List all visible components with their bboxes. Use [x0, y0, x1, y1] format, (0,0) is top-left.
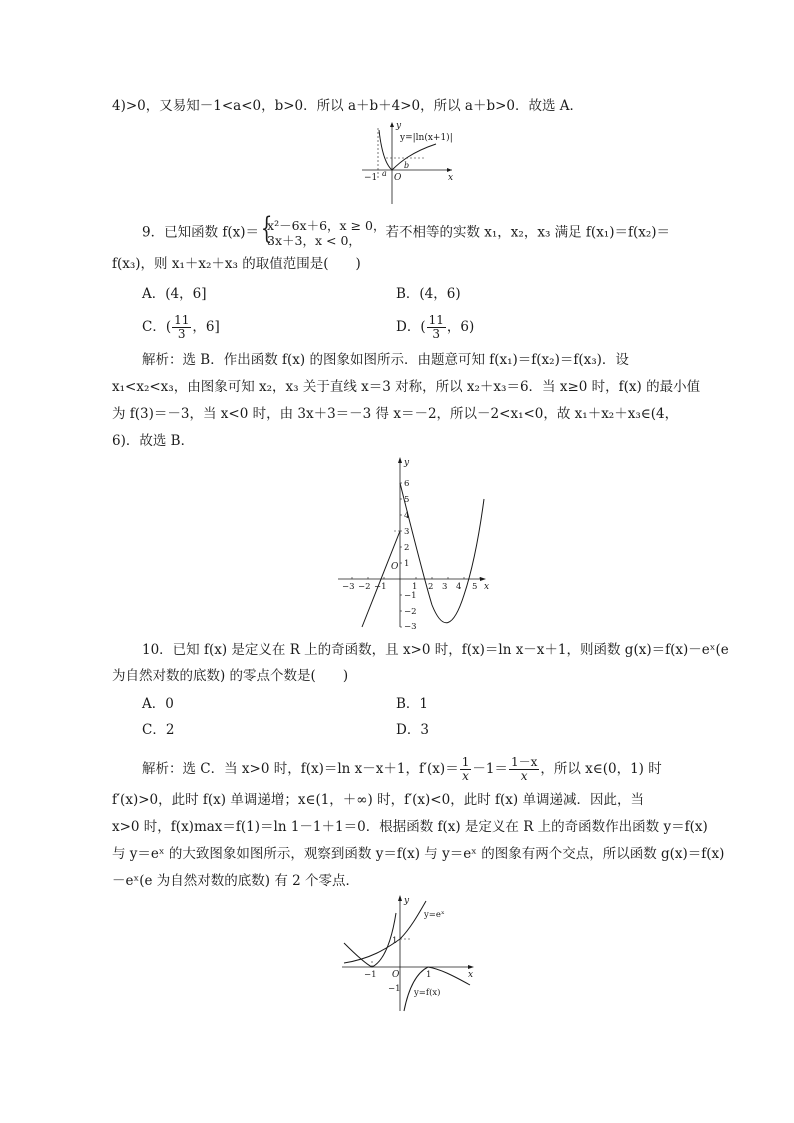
ytick-minus1: −1 — [404, 591, 417, 601]
ytick-minus2: −2 — [404, 607, 417, 617]
choice-c-post: ，6] — [192, 319, 220, 335]
piecewise-function — [259, 218, 385, 248]
ytick-5: 5 — [404, 495, 410, 505]
xtick-minus2: −2 — [358, 582, 371, 592]
y-axis-arrow — [398, 457, 402, 463]
sol1-f1-num: 1 — [461, 755, 470, 769]
problem9-choice-d — [396, 314, 474, 341]
problem10-choice-a: A．0 — [142, 696, 174, 712]
sol1-f2-num: 1－x — [510, 755, 538, 769]
problem10-choice-b: B．1 — [396, 696, 429, 712]
choice-c-pre: C．( — [142, 319, 172, 335]
ytick-minus3: −3 — [404, 622, 417, 630]
y-label: y — [396, 121, 402, 131]
x-axis-arrow — [468, 965, 474, 969]
problem9-solution-1: 解析：选 B．作出函数 f(x) 的图象如图所示．由题意可知 f(x₁)＝f(x₂)＝f(x₃)．设 — [142, 352, 629, 368]
figure-piecewise — [334, 455, 494, 634]
sol1-fraction-2 — [509, 756, 539, 783]
sol1-pre: 解析：选 C．当 x>0 时，f(x)＝ln x－x＋1，f′(x)＝ — [142, 761, 459, 777]
choice-d-pre: D．( — [396, 319, 426, 335]
y-neg-one-label: −1 — [388, 984, 401, 994]
x-label: x — [484, 582, 490, 592]
sol1-post: ，所以 x∈(0，1) 时 — [540, 761, 662, 777]
figure-exp-and-f-svg — [340, 893, 480, 1013]
problem9-choice-a: A．(4，6] — [142, 286, 207, 302]
problem10-statement-1: 10．已知 f(x) 是定义在 R 上的奇函数，且 x>0 时，f(x)＝ln x－x＋1，则函数 g(x)＝f(x)－eˣ(e — [142, 642, 729, 658]
y-label: y — [404, 896, 410, 906]
y-axis-arrow — [398, 895, 402, 901]
choice-c-fraction — [172, 314, 191, 341]
figure-piecewise-svg — [334, 455, 494, 630]
choice-d-post: ，6) — [446, 319, 475, 335]
y-one-label: 1 — [392, 936, 398, 946]
xtick-5: 5 — [472, 582, 478, 592]
problem10-solution-2: f′(x)>0，此时 f(x) 单调递增；x∈(1，＋∞) 时，f′(x)<0，此时 f(x) 单调递减．因此，当 — [112, 792, 644, 808]
a-label: a — [382, 169, 387, 178]
xtick-3: 3 — [442, 582, 448, 592]
exp-curve — [344, 901, 426, 963]
origin-label: O — [391, 562, 399, 572]
problem10-choice-d: D．3 — [396, 722, 429, 738]
problem10-choice-c: C．2 — [142, 722, 175, 738]
x-one-label: 1 — [426, 970, 432, 980]
b-label: b — [404, 161, 410, 170]
problem9-solution-3: 为 f(3)＝－3，当 x<0 时，由 3x＋3＝－3 得 x＝－2，所以－2<x₁<0，故 x₁＋x₂＋x₃∈(4， — [112, 406, 679, 422]
figure-ln-abs-svg — [360, 118, 460, 208]
piece-1: { x²－6x＋6，x ≥ 0， — [267, 218, 386, 233]
sol1-mid: －1＝ — [472, 761, 508, 777]
ytick-1: 1 — [404, 559, 410, 569]
xtick-2: 2 — [428, 582, 434, 592]
choice-c-num: 11 — [174, 313, 190, 327]
choice-c-den: 3 — [177, 327, 186, 341]
sol1-fraction-1 — [460, 756, 472, 783]
choice-d-num: 11 — [428, 313, 444, 327]
x-axis-arrow — [447, 168, 452, 172]
problem9-solution-2: x₁<x₂<x₃，由图象可知 x₂，x₃ 关于直线 x＝3 对称，所以 x₂＋x₃＝6．当 x≥0 时，f(x) 的最小值 — [112, 379, 701, 395]
problem9-solution-4: 6)．故选 B． — [112, 433, 195, 449]
problem9-suffix: 若不相等的实数 x₁，x₂，x₃ 满足 f(x₁)＝f(x₂)＝ — [385, 224, 671, 241]
y-axis-arrow — [390, 122, 394, 127]
problem10-solution-3: x>0 时，f(x)max＝f(1)＝ln 1－1＋1＝0．根据函数 f(x) 是定义在 R 上的奇函数作出函数 y＝f(x) — [112, 819, 708, 835]
exp-label: y=eˣ — [424, 910, 445, 920]
origin-label: O — [394, 173, 402, 183]
ytick-6: 6 — [404, 479, 410, 489]
xtick-minus3: −3 — [342, 582, 355, 592]
figure-exp-and-f — [340, 893, 480, 1017]
xtick-1: 1 — [412, 582, 418, 592]
f-label: y=f(x) — [414, 988, 441, 998]
sol1-f1-den: x — [462, 769, 469, 783]
xtick-minus1: −1 — [374, 582, 387, 592]
y-label: y — [404, 458, 410, 468]
figure-ln-abs — [360, 118, 460, 212]
problem10-statement-2: 为自然对数的底数) 的零点个数是( ) — [112, 668, 349, 684]
origin-label: O — [392, 970, 400, 980]
problem10-solution-5: －eˣ(e 为自然对数的底数) 有 2 个零点． — [112, 873, 359, 889]
problem9-statement — [142, 218, 670, 248]
xtick-4: 4 — [456, 582, 462, 592]
problem10-solution-4: 与 y＝eˣ 的大致图象如图所示，观察到函数 y＝f(x) 与 y＝eˣ 的图象有两个交点，所以函数 g(x)＝f(x) — [112, 846, 725, 862]
ytick-3: 3 — [404, 527, 410, 537]
ytick-4: 4 — [404, 511, 410, 521]
problem8-solution-tail: 4)>0，又易知－1<a<0，b>0．所以 a＋b＋4>0，所以 a＋b>0．故选 A． — [112, 98, 584, 114]
sol1-f2-den: x — [520, 769, 528, 783]
curve-label: y=|ln(x+1)| — [400, 133, 453, 143]
y-tick-labels — [404, 479, 417, 630]
x-neg-one-label: −1 — [364, 970, 377, 980]
problem10-solution-1 — [142, 756, 662, 783]
problem9-choice-c — [142, 314, 220, 341]
parabola-branch — [400, 483, 484, 623]
f-left-branch — [344, 913, 396, 967]
x-axis-arrow — [480, 577, 486, 581]
x-label: x — [468, 970, 474, 980]
x-label: x — [448, 173, 454, 183]
problem9-prefix: 9．已知函数 f(x)＝ — [142, 224, 260, 241]
problem9-choice-b: B．(4，6) — [396, 286, 461, 302]
problem9-line2: f(x₃)，则 x₁＋x₂＋x₃ 的取值范围是( ) — [112, 256, 361, 272]
minus-one-label: −1 — [364, 173, 378, 183]
choice-d-fraction — [427, 314, 446, 341]
choice-d-den: 3 — [432, 327, 441, 341]
piece-2: 3x＋3，x < 0， — [267, 233, 361, 248]
ytick-2: 2 — [404, 543, 410, 553]
